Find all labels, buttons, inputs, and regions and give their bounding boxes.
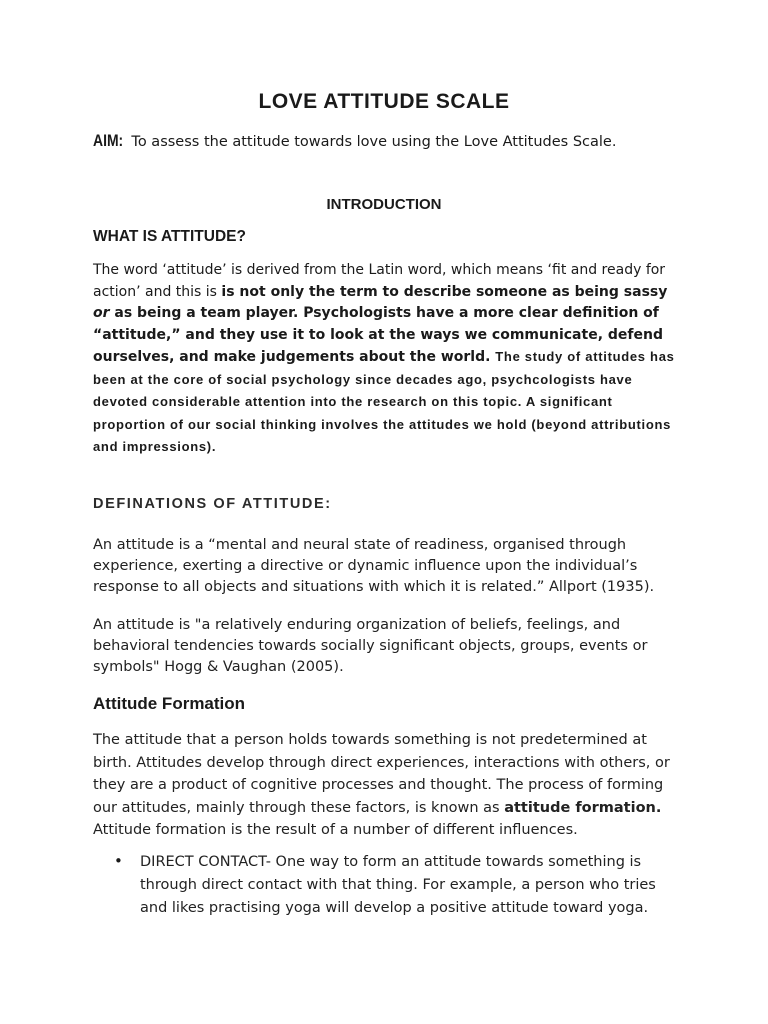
- attitude-formation-paragraph: [93, 729, 673, 842]
- what-is-attitude-heading: WHAT IS ATTITUDE?: [93, 228, 246, 245]
- definitions-heading: DEFINATIONS OF ATTITUDE:: [93, 496, 332, 512]
- para-bold-text: is not only the term to describe someone as being sassy: [221, 283, 668, 300]
- aim-line: [93, 131, 616, 151]
- aim-text: To assess the attitude towards love using the Love Attitudes Scale.: [126, 134, 617, 150]
- para-text: The word ‘attitude’ is derived from the Latin word, which means ‘fit and ready for action’ and this is: [93, 262, 666, 300]
- attitude-formation-heading: Attitude Formation: [93, 694, 246, 713]
- formation-text-2: Attitude formation is the result of a number of different influences.: [93, 822, 578, 838]
- bullet-direct-contact: DIRECT CONTACT- One way to form an attitude towards something is through direct contact with that thing. For example, a person who tries and likes practising yoga will develop a positive attitude toward yoga.: [140, 854, 656, 916]
- aim-label: AIM:: [93, 131, 124, 150]
- bullet-marker: •: [114, 852, 123, 870]
- para-black-text: The study of attitudes has been at the core of social psychology since decades ago, psychcologists have devoted considerable attention into the research on this topic. A significant proportion of our social thinking involves the attitudes we hold (beyond attributions and impressions).: [93, 349, 675, 454]
- formation-text: The attitude that a person holds towards something is not predetermined at birth. Attitudes develop through direct experiences, interactions with others, or they are a product of cognitive processes and thought. The process of forming our attitudes, mainly through these factors, is known as: [93, 732, 670, 816]
- introduction-heading: INTRODUCTION: [326, 196, 442, 213]
- definition-hogg-vaughan: An attitude is "a relatively enduring organization of beliefs, feelings, and behavioral tendencies towards socially significant objects, groups, events or symbols" Hogg & Vaughan (2005).: [93, 617, 648, 675]
- definition-allport: An attitude is a “mental and neural state of readiness, organised through experience, exerting a directive or dynamic influence upon the individual’s response to all objects and situations with which it is related.” Allport (1935).: [93, 537, 655, 595]
- what-is-attitude-paragraph: [93, 260, 678, 459]
- formation-bold-text: attitude formation.: [504, 799, 662, 816]
- document-title: LOVE ATTITUDE SCALE: [258, 90, 510, 113]
- para-bold-italic-text: or: [93, 305, 110, 321]
- para-bold-text-2: as being a team player. Psychologists have a more clear definition of “attitude,” and they use it to look at the ways we communicate, defend ourselves, and make judgements about the world.: [93, 305, 663, 365]
